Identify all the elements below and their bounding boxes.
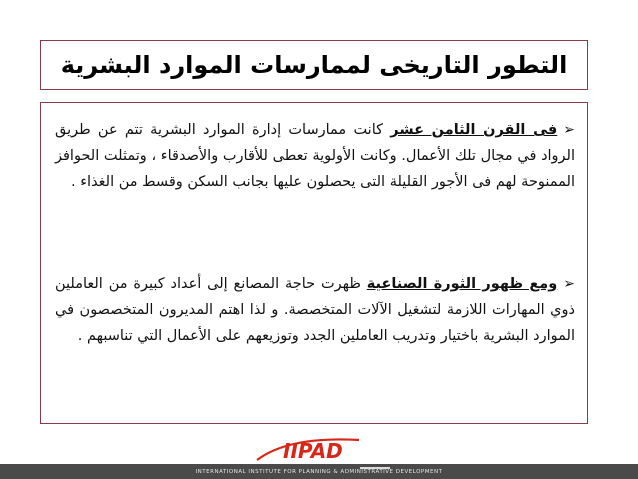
footer [0, 428, 638, 479]
paragraph-2-text: ظهرت حاجة المصانع إلى أعداد كبيرة من العاملين ذوي المهارات اللازمة لتشغيل الآلات المتخصصة. و لذا اهتم المديرون المتخصصون في الموارد البشرية باختيار وتدريب العاملين الجدد وتوزيعهم على الأعمال التي تناسبهم . [55, 276, 575, 344]
arrow-bullet-icon: ➢ [563, 122, 575, 138]
paragraph-1-text: كانت ممارسات إدارة الموارد البشرية تتم عن طريق الرواد في مجال تلك الأعمال. وكانت الأولوية تعطى للأقارب والأصدقاء ، وتمثلت الحوافز الممنوحة لهم فى الأجور القليلة التى يحصلون عليها بجانب السكن وقسط من الغذاء . [55, 122, 575, 190]
title-box [40, 40, 588, 90]
paragraph-1-lead: فى القرن الثامن عشر [390, 122, 558, 138]
paragraph-1 [55, 117, 575, 195]
iipad-logo [0, 428, 638, 464]
arrow-bullet-icon: ➢ [563, 276, 575, 292]
logo-text: IIPAD [283, 439, 343, 463]
iipad-logo-icon [249, 430, 389, 464]
paragraph-2 [55, 271, 575, 349]
divider [360, 467, 390, 469]
content-box [40, 102, 588, 424]
footer-band [0, 464, 638, 479]
slide-title: التطور التاريخى لممارسات الموارد البشرية [60, 51, 568, 79]
paragraph-2-lead: ومع ظهور الثورة الصناعية [366, 276, 558, 292]
institute-name-en: INTERNATIONAL INSTITUTE FOR PLANNING & ADMINISTRATIVE DEVELOPMENT [195, 468, 443, 475]
